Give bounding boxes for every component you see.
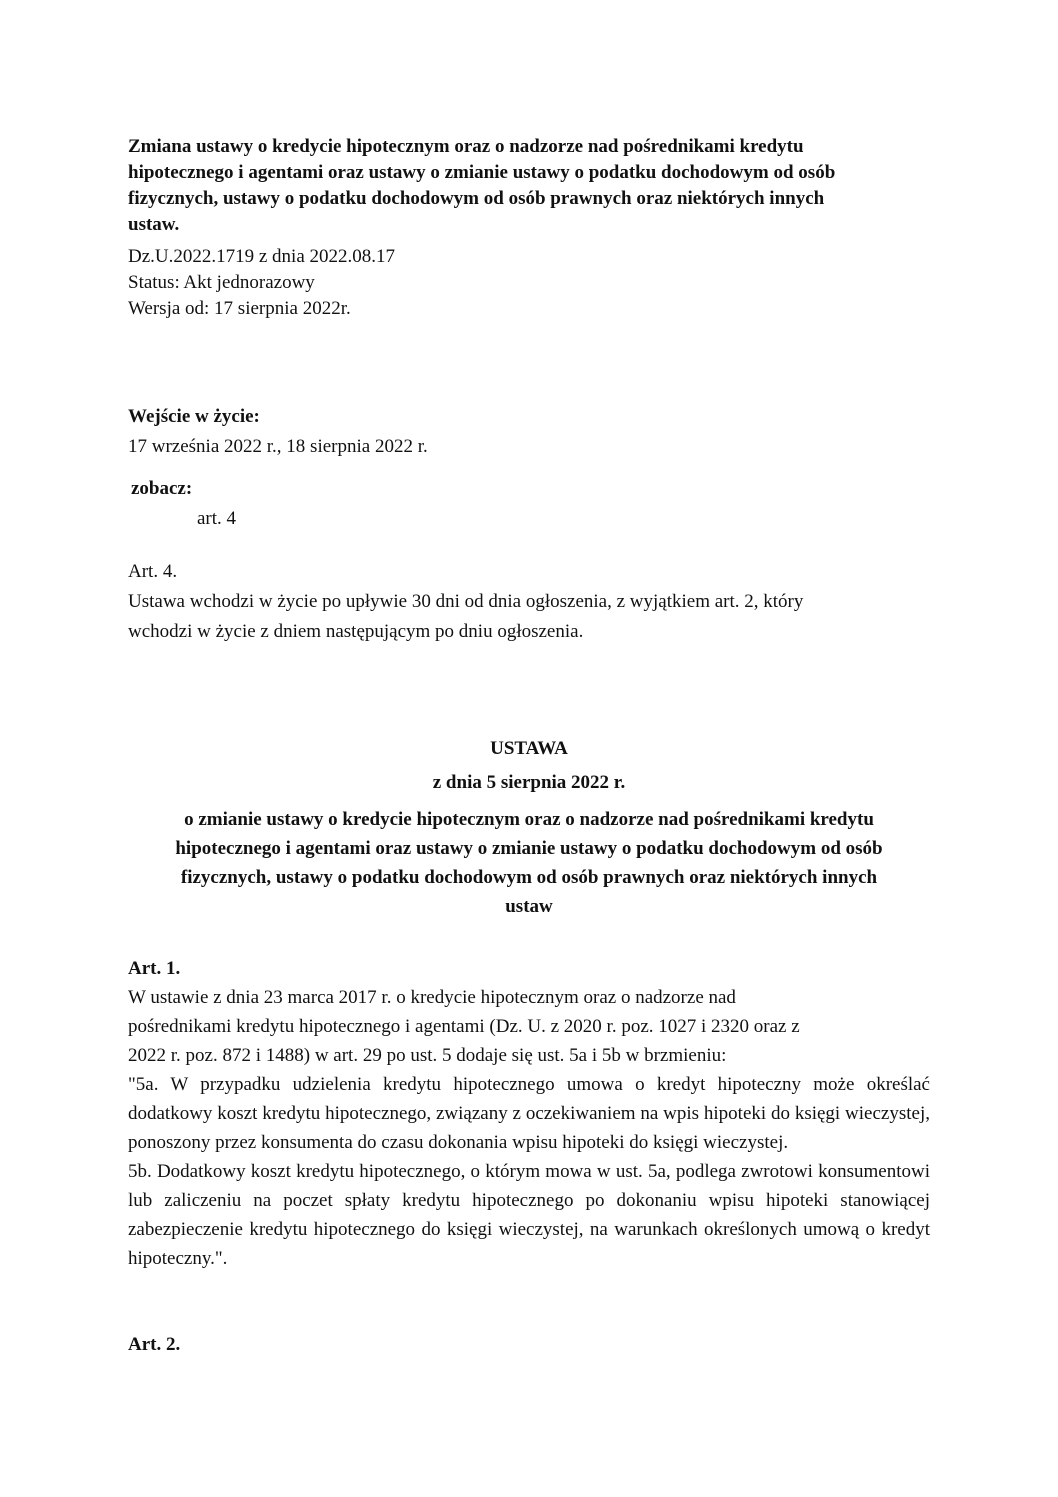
paragraph-5b: 5b. Dodatkowy koszt kredytu hipotecznego, o którym mowa w ust. 5a, podlega zwrotowi konsumentowi lub zaliczeniu na poczet spłaty kredytu hipotecznego po dokonaniu wpisu hipoteki stanowiącej zabezpieczenie kredytu hipotecznego do księgi wieczystej, na warunkach określonych umową o kredyt hipoteczny.". xyxy=(128,1161,930,1269)
article-1 xyxy=(128,954,930,1273)
article-4-text: wchodzi w życie z dniem następującym po dniu ogłoszenia. xyxy=(128,621,584,642)
paragraph-5a: "5a. W przypadku udzielenia kredytu hipotecznego umowa o kredyt hipoteczny może określać dodatkowy koszt kredytu hipotecznego, związany z oczekiwaniem na wpis hipoteki do księgi wieczystej, ponoszony przez konsumenta do czasu dokonania wpisu hipoteki do księgi wieczystej. xyxy=(128,1074,930,1153)
see-reference[interactable]: art. 4 xyxy=(197,508,237,529)
article-2 xyxy=(128,1330,180,1360)
article-2-label: Art. 2. xyxy=(128,1334,181,1355)
act-heading xyxy=(128,734,930,798)
entry-into-force xyxy=(128,402,428,462)
dzu-reference: Dz.U.2022.1719 z dnia 2022.08.17 xyxy=(128,246,396,267)
title-line: hipotecznego i agentami oraz ustawy o zmianie ustawy o podatku dochodowym od osób xyxy=(128,162,836,183)
version-text: Wersja od: 17 sierpnia 2022r. xyxy=(128,298,351,319)
act-subject-line: hipotecznego i agentami oraz ustawy o zmianie ustawy o podatku dochodowym od osób xyxy=(175,838,883,859)
act-title: USTAWA xyxy=(490,738,568,759)
act-date: z dnia 5 sierpnia 2022 r. xyxy=(432,772,626,793)
document-meta xyxy=(128,244,395,322)
act-subject-line: o zmianie ustawy o kredycie hipotecznym oraz o nadzorze nad pośrednikami kredytu xyxy=(184,809,874,830)
see-also xyxy=(131,474,236,534)
see-label: zobacz: xyxy=(131,478,193,499)
article-1-intro: W ustawie z dnia 23 marca 2017 r. o kredycie hipotecznym oraz o nadzorze nad xyxy=(128,987,736,1008)
entry-dates: 17 września 2022 r., 18 sierpnia 2022 r. xyxy=(128,436,428,457)
document-title xyxy=(128,134,938,238)
act-subject-line: ustaw xyxy=(505,896,553,917)
entry-heading: Wejście w życie: xyxy=(128,406,260,427)
article-1-intro: 2022 r. poz. 872 i 1488) w art. 29 po ust. 5 dodaje się ust. 5a i 5b w brzmieniu: xyxy=(128,1045,727,1066)
article-4 xyxy=(128,557,803,647)
title-line: fizycznych, ustawy o podatku dochodowym od osób prawnych oraz niektórych innych xyxy=(128,188,825,209)
article-4-label: Art. 4. xyxy=(128,561,178,582)
title-line: Zmiana ustawy o kredycie hipotecznym oraz o nadzorze nad pośrednikami kredytu xyxy=(128,136,804,157)
article-4-text: Ustawa wchodzi w życie po upływie 30 dni od dnia ogłoszenia, z wyjątkiem art. 2, który xyxy=(128,591,804,612)
act-subject xyxy=(128,805,930,921)
article-1-label: Art. 1. xyxy=(128,958,181,979)
act-subject-line: fizycznych, ustawy o podatku dochodowym od osób prawnych oraz niektórych innych xyxy=(180,867,878,888)
article-1-intro: pośrednikami kredytu hipotecznego i agentami (Dz. U. z 2020 r. poz. 1027 i 2320 oraz z xyxy=(128,1016,800,1037)
status-text: Status: Akt jednorazowy xyxy=(128,272,315,293)
title-line: ustaw. xyxy=(128,214,180,235)
